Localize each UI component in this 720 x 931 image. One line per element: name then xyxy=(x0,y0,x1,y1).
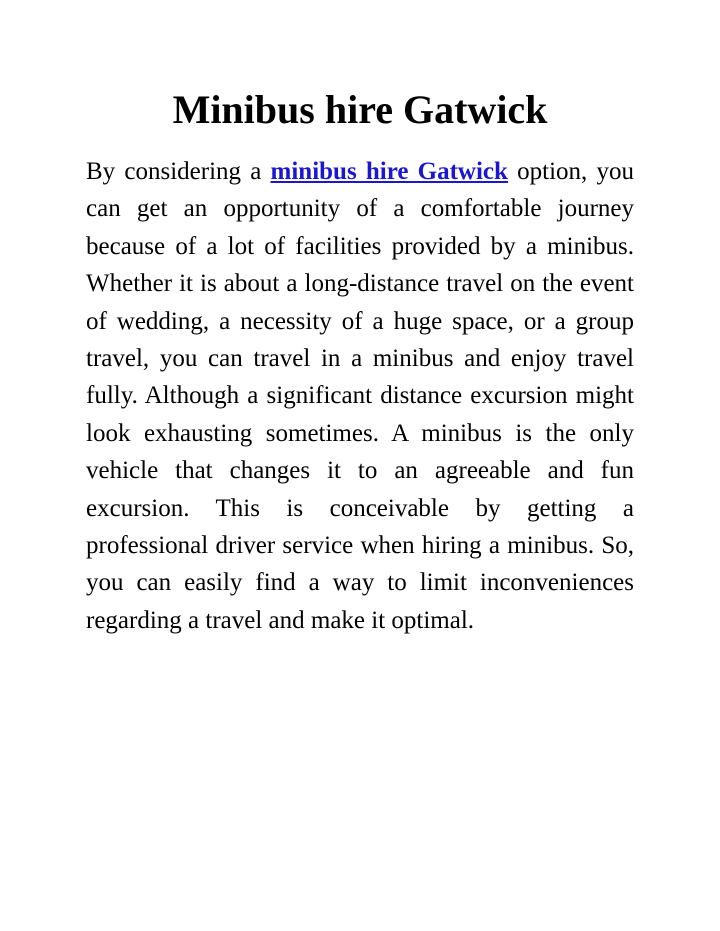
paragraph-text-after-link: option, you can get an opportunity of a comfortable journey because of a lot of facilities provided by a minibus. Whether it is about a long-distance travel on the event of wedding, a necessity of a huge space, or a group travel, you can travel in a minibus and enjoy travel fully. Although a significant distance excursion might look exhausting sometimes. A minibus is the only vehicle that changes it to an agreeable and fun excursion. This is conceivable by getting a professional driver service when hiring a minibus. So, you can easily find a way to limit inconveniences regarding a travel and make it optimal. xyxy=(86,158,634,634)
body-paragraph xyxy=(86,153,634,639)
paragraph-text-before-link: By considering a xyxy=(86,158,271,185)
minibus-hire-gatwick-link[interactable]: minibus hire Gatwick xyxy=(270,158,508,185)
page-title: Minibus hire Gatwick xyxy=(172,87,548,132)
